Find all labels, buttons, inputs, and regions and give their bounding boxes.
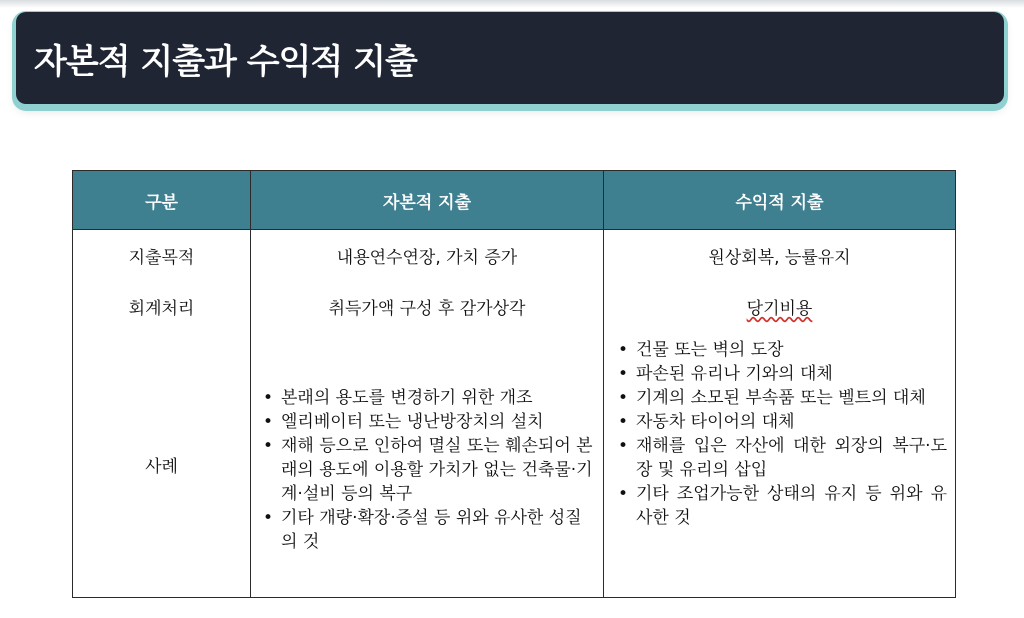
table-row [73, 332, 956, 598]
list-item: • 재해 등으로 인하여 멸실 또는 훼손되어 본래의 용도에 이용할 가치가 없는 건축물·기계·설비 등의 복구 [263, 435, 593, 504]
comparison-table [72, 170, 956, 598]
list-item: • 본래의 용도를 변경하기 위한 개조 [263, 387, 533, 408]
row-label-accounting: 회계처리 [73, 280, 251, 332]
list-item: • 엘리베이터 또는 냉난방장치의 설치 [263, 411, 544, 432]
bullet-icon: • [263, 411, 274, 432]
table-header-row [73, 171, 956, 230]
bullet-icon: • [618, 412, 629, 432]
slide-title: 자본적 지출과 수익적 지출 [34, 42, 417, 82]
revenue-accounting [604, 280, 956, 332]
list-item: • 기타 개량·확장·증설 등 위와 유사한 성질의 것 [263, 507, 582, 552]
bullet-icon: • [263, 435, 274, 456]
header-capital-expenditure: 자본적 지출 [251, 171, 604, 230]
header-revenue-expenditure: 수익적 지출 [604, 171, 956, 230]
list-item: • 기타 조업가능한 상태의 유지 등 위와 유사한 것 [618, 484, 947, 528]
list-item: • 자동차 타이어의 대체 [618, 412, 795, 432]
revenue-examples-list [614, 338, 947, 530]
slide-title-bar [16, 12, 1004, 104]
list-item: • 파손된 유리나 기와의 대체 [618, 364, 833, 384]
bullet-icon: • [263, 507, 274, 528]
revenue-accounting-text: 당기비용 [746, 298, 813, 319]
list-item: • 기계의 소모된 부속품 또는 벨트의 대체 [618, 388, 926, 408]
list-item: • 재해를 입은 자산에 대한 외장의 복구·도장 및 유리의 삽입 [618, 436, 947, 480]
capital-purpose: 내용연수연장, 가치 증가 [251, 230, 604, 281]
capital-examples-list [259, 386, 595, 554]
revenue-examples-cell [604, 332, 956, 598]
bullet-icon: • [263, 387, 274, 408]
revenue-purpose: 원상회복, 능률유지 [604, 230, 956, 281]
bullet-icon: • [618, 364, 629, 384]
row-label-examples: 사례 [73, 332, 251, 598]
top-edge [0, 0, 1024, 8]
header-category: 구분 [73, 171, 251, 230]
bullet-icon: • [618, 436, 629, 456]
table-row [73, 230, 956, 281]
table-row [73, 280, 956, 332]
bullet-icon: • [618, 388, 629, 408]
bullet-icon: • [618, 340, 629, 360]
capital-examples-cell [251, 332, 604, 598]
capital-accounting: 취득가액 구성 후 감가상각 [251, 280, 604, 332]
list-item: • 건물 또는 벽의 도장 [618, 340, 784, 360]
bullet-icon: • [618, 484, 629, 504]
row-label-purpose: 지출목적 [73, 230, 251, 281]
